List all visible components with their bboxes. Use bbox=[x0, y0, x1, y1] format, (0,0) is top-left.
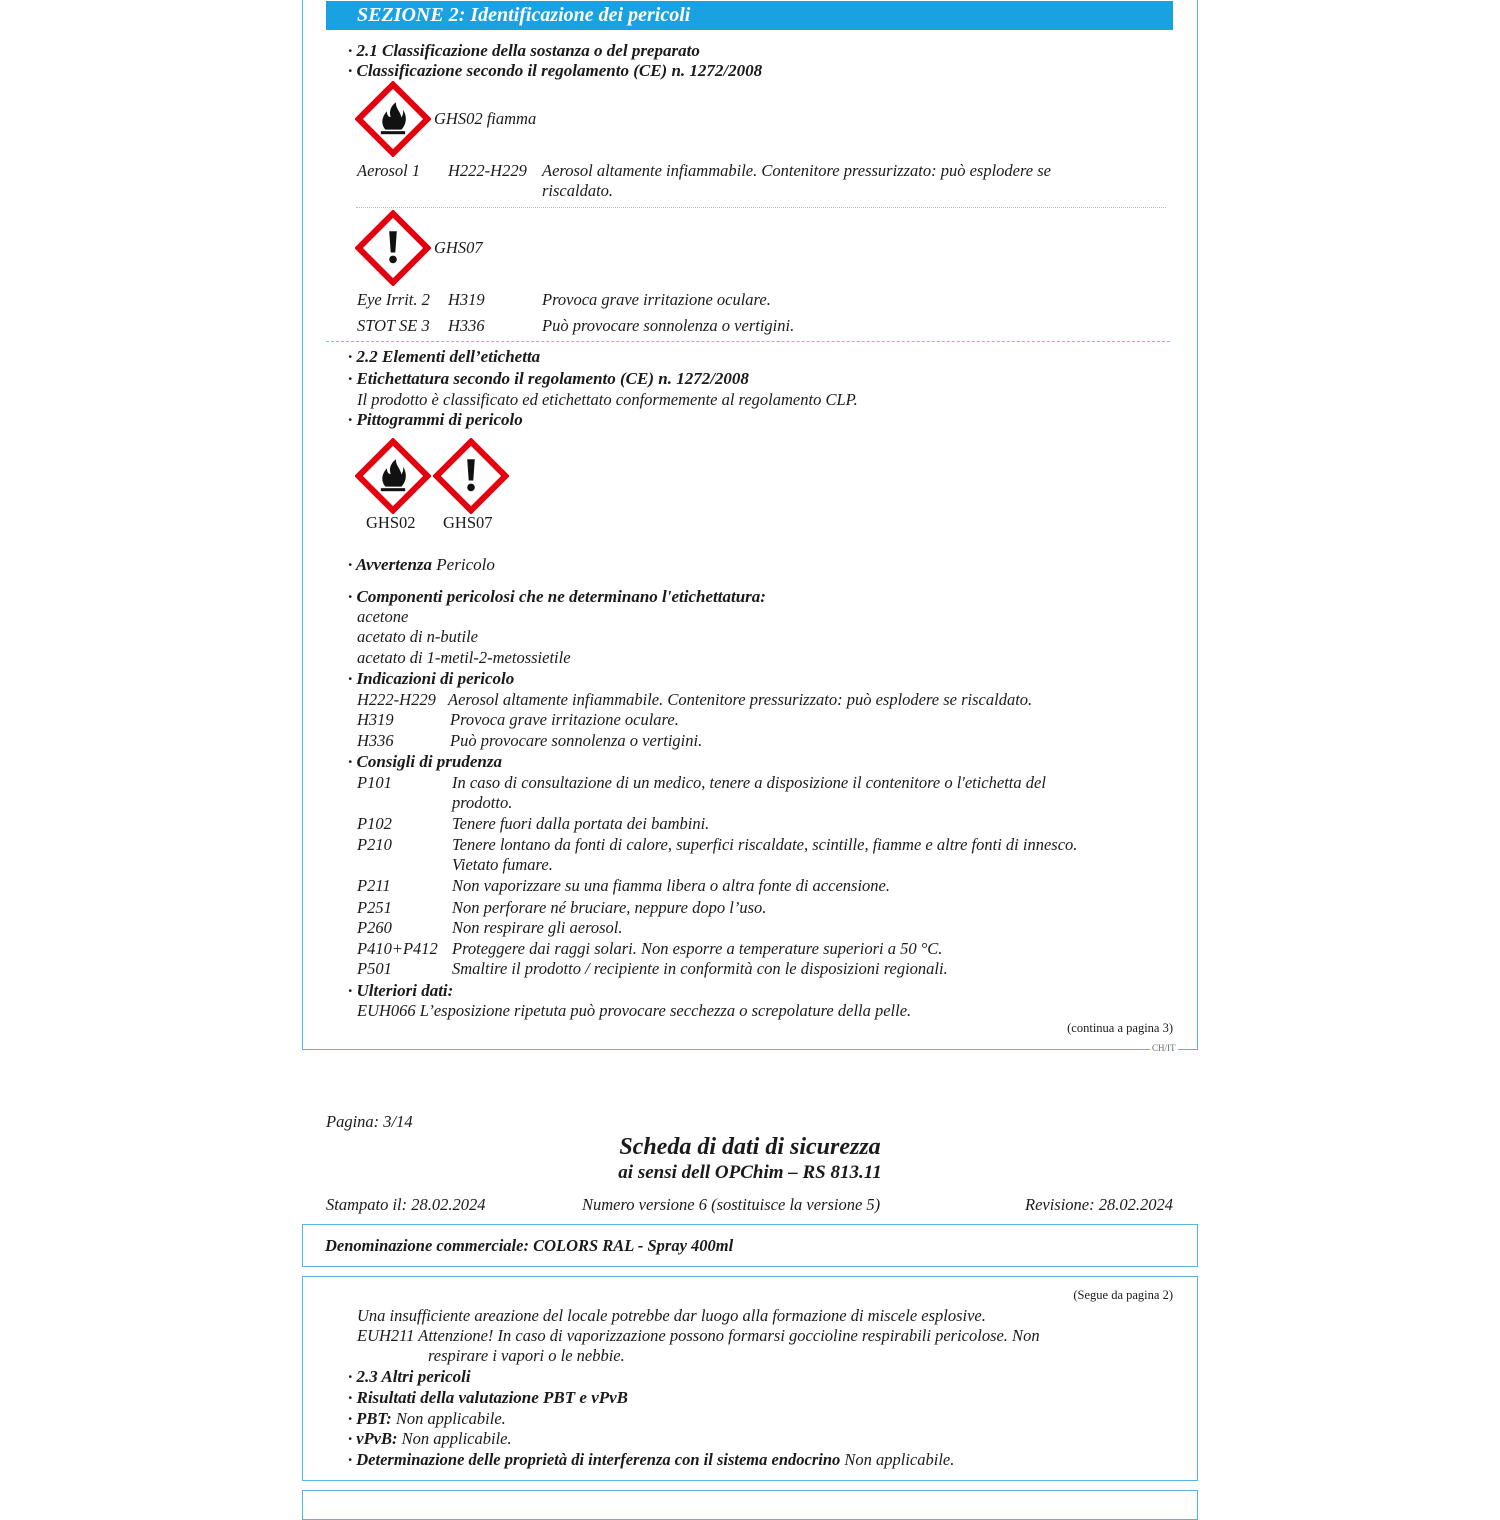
revision-date: Revisione: 28.02.2024 bbox=[1024, 1195, 1173, 1214]
follows-note: (Segue da pagina 2) bbox=[1073, 1288, 1173, 1302]
signal-word bbox=[348, 555, 495, 575]
signal-word-label: · Avvertenza bbox=[348, 555, 433, 574]
pict-caption: GHS07 bbox=[443, 513, 493, 532]
divider bbox=[326, 341, 1170, 342]
flame-pictogram-icon bbox=[355, 81, 431, 157]
hazard-code: H222-H229 bbox=[357, 690, 436, 709]
prec-text: Tenere fuori dalla portata dei bambini. bbox=[452, 814, 710, 833]
vpvb-value: Non applicabile. bbox=[401, 1429, 512, 1448]
prec-text: Smaltire il prodotto / recipiente in conformità con le disposizioni regionali. bbox=[452, 959, 948, 978]
endocrine-value: Non applicabile. bbox=[844, 1450, 955, 1469]
prec-text: Non perforare né bruciare, neppure dopo l’uso. bbox=[452, 898, 767, 917]
pict-title: · Pittogrammi di pericolo bbox=[348, 410, 523, 429]
prec-text: Non vaporizzare su una fiamma libera o altra fonte di accensione. bbox=[452, 876, 890, 895]
vpvb-row bbox=[348, 1429, 512, 1449]
label-title: · Etichettatura secondo il regolamento (CE) n. 1272/2008 bbox=[348, 369, 749, 388]
prec-code: P102 bbox=[357, 814, 392, 833]
signal-word-value: Pericolo bbox=[436, 555, 495, 574]
continued-note: (continua a pagina 3) bbox=[1067, 1021, 1173, 1035]
printed-date: Stampato il: 28.02.2024 bbox=[326, 1195, 486, 1214]
flame-pictogram-icon bbox=[355, 438, 431, 514]
next-section-box bbox=[302, 1490, 1198, 1520]
s23-title: · 2.3 Altri pericoli bbox=[348, 1367, 471, 1386]
hazard-text: Provoca grave irritazione oculare. bbox=[450, 710, 679, 729]
class-row-code: H336 bbox=[448, 316, 485, 335]
pbt-label: · PBT: bbox=[348, 1409, 392, 1428]
euh211-text: EUH211 Attenzione! In caso di vaporizzazione possono formarsi goccioline respirabili pericolose. Non bbox=[357, 1326, 1040, 1345]
prec-text: Tenere lontano da fonti di calore, superfici riscaldate, scintille, fiamme e altre fonti di innesco. bbox=[452, 835, 1078, 854]
further-title: · Ulteriori dati: bbox=[348, 981, 454, 1000]
class-row-cls: Eye Irrit. 2 bbox=[357, 290, 430, 309]
exclamation-pictogram-icon bbox=[355, 210, 431, 286]
prec-code: P251 bbox=[357, 898, 392, 917]
prec-text-cont: Vietato fumare. bbox=[452, 855, 553, 874]
prec-text: Non respirare gli aerosol. bbox=[452, 918, 623, 937]
trade-name: Denominazione commerciale: COLORS RAL - Spray 400ml bbox=[325, 1236, 734, 1255]
prec-text: In caso di consultazione di un medico, tenere a disposizione il contenitore o l'etichetta del bbox=[452, 773, 1046, 792]
pbt-value: Non applicabile. bbox=[395, 1409, 506, 1428]
hazard-code: H319 bbox=[357, 710, 394, 729]
class-row-code: H319 bbox=[448, 290, 485, 309]
page-title: Scheda di dati di sicurezza bbox=[619, 1134, 881, 1160]
version-number: Numero versione 6 (sostituisce la versione 5) bbox=[582, 1195, 881, 1214]
pbt-title: · Risultati della valutazione PBT e vPvB bbox=[348, 1388, 629, 1407]
exclamation-pictogram-icon bbox=[433, 438, 509, 514]
country-code: CH/IT bbox=[1152, 1043, 1176, 1053]
prec-code: P501 bbox=[357, 959, 392, 978]
component-item: acetato di 1-metil-2-metossietile bbox=[357, 648, 571, 667]
prec-text-cont: prodotto. bbox=[452, 793, 513, 812]
section-2-header: SEZIONE 2: Identificazione dei pericoli bbox=[326, 1, 1173, 30]
page-number: Pagina: 3/14 bbox=[326, 1112, 413, 1131]
ventilation-text: Una insufficiente areazione del locale potrebbe dar luogo alla formazione di miscele esplosive. bbox=[357, 1306, 986, 1325]
pbt-row bbox=[348, 1409, 506, 1429]
hazard-title: · Indicazioni di pericolo bbox=[348, 669, 515, 688]
aerosol-text-cont: riscaldato. bbox=[542, 181, 614, 200]
pict-caption: GHS02 bbox=[366, 513, 416, 532]
endocrine-label: · Determinazione delle proprietà di interferenza con il sistema endocrino bbox=[348, 1450, 841, 1469]
class-row-text: Può provocare sonnolenza o vertigini. bbox=[542, 316, 795, 335]
prec-title: · Consigli di prudenza bbox=[348, 752, 502, 771]
ghs02-label: GHS02 fiamma bbox=[434, 109, 537, 128]
prec-code: P211 bbox=[357, 876, 391, 895]
clp-title: · Classificazione secondo il regolamento (CE) n. 1272/2008 bbox=[348, 61, 763, 80]
s22-title: · 2.2 Elementi dell’etichetta bbox=[348, 347, 541, 366]
components-title: · Componenti pericolosi che ne determinano l'etichettatura: bbox=[348, 587, 766, 606]
aerosol-class: Aerosol 1 bbox=[357, 161, 421, 180]
label-text: Il prodotto è classificato ed etichettato conformemente al regolamento CLP. bbox=[357, 390, 858, 409]
s21-title: · 2.1 Classificazione della sostanza o del preparato bbox=[348, 41, 700, 60]
hazard-code: H336 bbox=[357, 731, 394, 750]
aerosol-code: H222-H229 bbox=[448, 161, 527, 180]
component-item: acetone bbox=[357, 607, 409, 626]
hazard-text: Aerosol altamente infiammabile. Contenitore pressurizzato: può esplodere se riscaldato. bbox=[448, 690, 1033, 709]
vpvb-label: · vPvB: bbox=[348, 1429, 398, 1448]
euh211-text-cont: respirare i vapori o le nebbie. bbox=[428, 1346, 625, 1365]
ghs07-label: GHS07 bbox=[434, 238, 483, 257]
class-row-cls: STOT SE 3 bbox=[357, 316, 430, 335]
prec-code: P260 bbox=[357, 918, 392, 937]
prec-code: P410+P412 bbox=[357, 939, 438, 958]
prec-code: P101 bbox=[357, 773, 392, 792]
endocrine-row bbox=[348, 1450, 954, 1470]
component-item: acetato di n-butile bbox=[357, 627, 478, 646]
aerosol-text: Aerosol altamente infiammabile. Contenitore pressurizzato: può esplodere se bbox=[542, 161, 1052, 180]
euh066-text: EUH066 L’esposizione ripetuta può provocare secchezza o screpolature della pelle. bbox=[357, 1001, 912, 1020]
class-row-text: Provoca grave irritazione oculare. bbox=[542, 290, 771, 309]
prec-code: P210 bbox=[357, 835, 392, 854]
divider bbox=[356, 207, 1166, 208]
prec-text: Proteggere dai raggi solari. Non esporre a temperature superiori a 50 °C. bbox=[452, 939, 943, 958]
hazard-text: Può provocare sonnolenza o vertigini. bbox=[450, 731, 703, 750]
page-subtitle: ai sensi dell OPChim – RS 813.11 bbox=[618, 1162, 882, 1183]
